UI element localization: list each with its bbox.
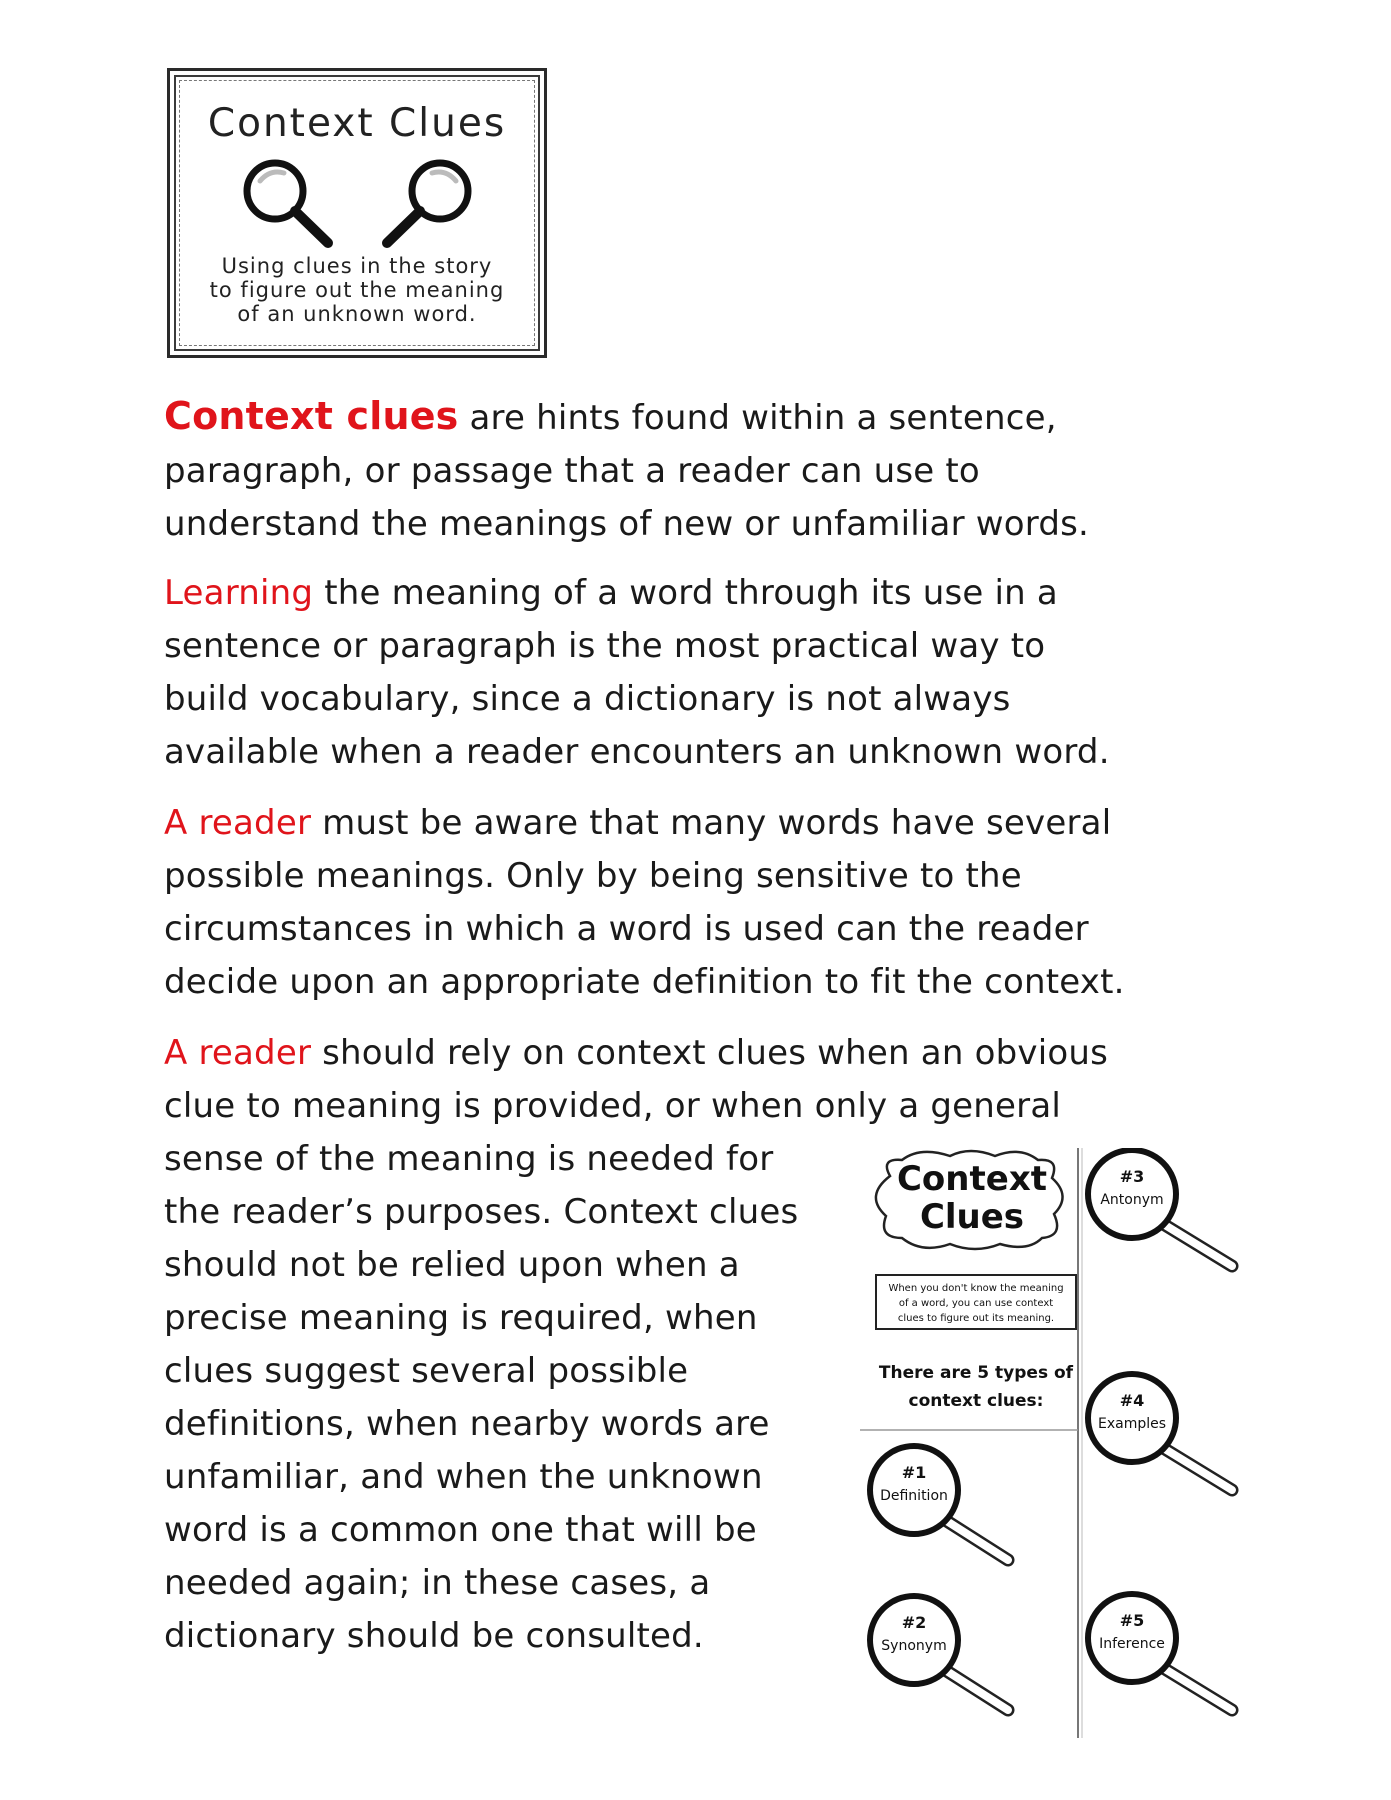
card-subtitle-line: of an unknown word. xyxy=(237,302,477,326)
paragraph-line: sentence or paragraph is the most practical way to xyxy=(164,626,1046,666)
paragraph-line xyxy=(164,567,1110,620)
line-text: are hints found within a sentence, xyxy=(458,398,1057,438)
paragraph-line: needed again; in these cases, a xyxy=(164,1563,711,1603)
paragraph-line: clues suggest several possible xyxy=(164,1351,689,1391)
paragraph-line: word is a common one that will be xyxy=(164,1510,757,1550)
magnifying-glass-icon xyxy=(1088,1594,1232,1710)
magnifying-glass-icon xyxy=(1088,1150,1232,1266)
note-line: When you don't know the meaning xyxy=(888,1283,1064,1294)
clue-synonym xyxy=(870,1596,1008,1710)
line-text: the meaning of a word through its use in a xyxy=(313,573,1058,613)
card-subtitle-line: Using clues in the story xyxy=(221,254,493,278)
paragraph-line: paragraph, or passage that a reader can use to xyxy=(164,451,980,491)
clue-label: Antonym xyxy=(1100,1192,1164,1208)
clue-definition xyxy=(870,1446,1008,1560)
paragraph-line: precise meaning is required, when xyxy=(164,1298,758,1338)
clue-label: Examples xyxy=(1097,1416,1167,1432)
highlight-term: Learning xyxy=(164,573,314,613)
card-subtitle xyxy=(190,254,524,326)
clue-examples xyxy=(1088,1374,1232,1490)
paragraph-definition xyxy=(164,390,1089,551)
clue-number: #3 xyxy=(1119,1167,1145,1186)
clue-label: Inference xyxy=(1099,1636,1165,1652)
paragraph-meanings xyxy=(164,797,1125,1009)
diagram-title-badge xyxy=(876,1151,1063,1249)
paragraph-line: the reader’s purposes. Context clues xyxy=(164,1192,799,1232)
diagram-title-line2: Clues xyxy=(919,1197,1025,1237)
line-text: should rely on context clues when an obvious xyxy=(311,1033,1109,1073)
paragraph-line: available when a reader encounters an unknown word. xyxy=(164,732,1110,772)
paragraph-line: unfamiliar, and when the unknown xyxy=(164,1457,763,1497)
magnifying-glass-icon-right xyxy=(387,163,468,243)
clue-label: Synonym xyxy=(881,1638,947,1654)
clue-number: #1 xyxy=(901,1463,927,1482)
context-clue-types-diagram xyxy=(860,1148,1300,1738)
paragraph-line: clue to meaning is provided, or when only a general xyxy=(164,1086,1062,1126)
magnifying-glass-icon xyxy=(1088,1374,1232,1490)
line-text: must be aware that many words have several xyxy=(311,803,1112,843)
paragraph-line: circumstances in which a word is used can the reader xyxy=(164,909,1089,949)
paragraph-line: definitions, when nearby words are xyxy=(164,1404,770,1444)
clue-number: #4 xyxy=(1119,1391,1145,1410)
diagram-title-line1: Context xyxy=(896,1159,1048,1199)
clue-inference xyxy=(1088,1594,1232,1710)
clue-number: #2 xyxy=(901,1613,927,1632)
note-line: of a word, you can use context xyxy=(898,1298,1054,1309)
paragraph-line: understand the meanings of new or unfamiliar words. xyxy=(164,504,1090,544)
card-title: Context Clues xyxy=(207,101,507,146)
paragraph-line: possible meanings. Only by being sensitive to the xyxy=(164,856,1022,896)
paragraph-line xyxy=(164,390,1089,445)
highlight-term: Context clues xyxy=(164,394,459,438)
note-line: clues to figure out its meaning. xyxy=(897,1313,1055,1324)
types-heading-line1: There are 5 types of xyxy=(878,1363,1074,1383)
clue-label: Definition xyxy=(880,1488,948,1504)
paragraph-line: sense of the meaning is needed for xyxy=(164,1139,774,1179)
paragraph-line: decide upon an appropriate definition to fit the context. xyxy=(164,962,1125,1002)
magnifying-glass-icon-left xyxy=(247,163,328,243)
types-heading-line2: context clues: xyxy=(908,1391,1044,1411)
paragraph-learning xyxy=(164,567,1110,779)
clue-number: #5 xyxy=(1119,1611,1145,1630)
magnifying-glasses-illustration xyxy=(220,153,500,263)
paragraph-line: dictionary should be consulted. xyxy=(164,1616,704,1656)
context-clues-card xyxy=(167,68,547,358)
highlight-term: A reader xyxy=(164,1033,312,1073)
highlight-term: A reader xyxy=(164,803,312,843)
clue-antonym xyxy=(1088,1150,1232,1266)
card-subtitle-line: to figure out the meaning xyxy=(209,278,505,302)
paragraph-line xyxy=(164,797,1125,850)
paragraph-line xyxy=(164,1027,1108,1080)
paragraph-line: should not be relied upon when a xyxy=(164,1245,740,1285)
paragraph-line: build vocabulary, since a dictionary is not always xyxy=(164,679,1011,719)
